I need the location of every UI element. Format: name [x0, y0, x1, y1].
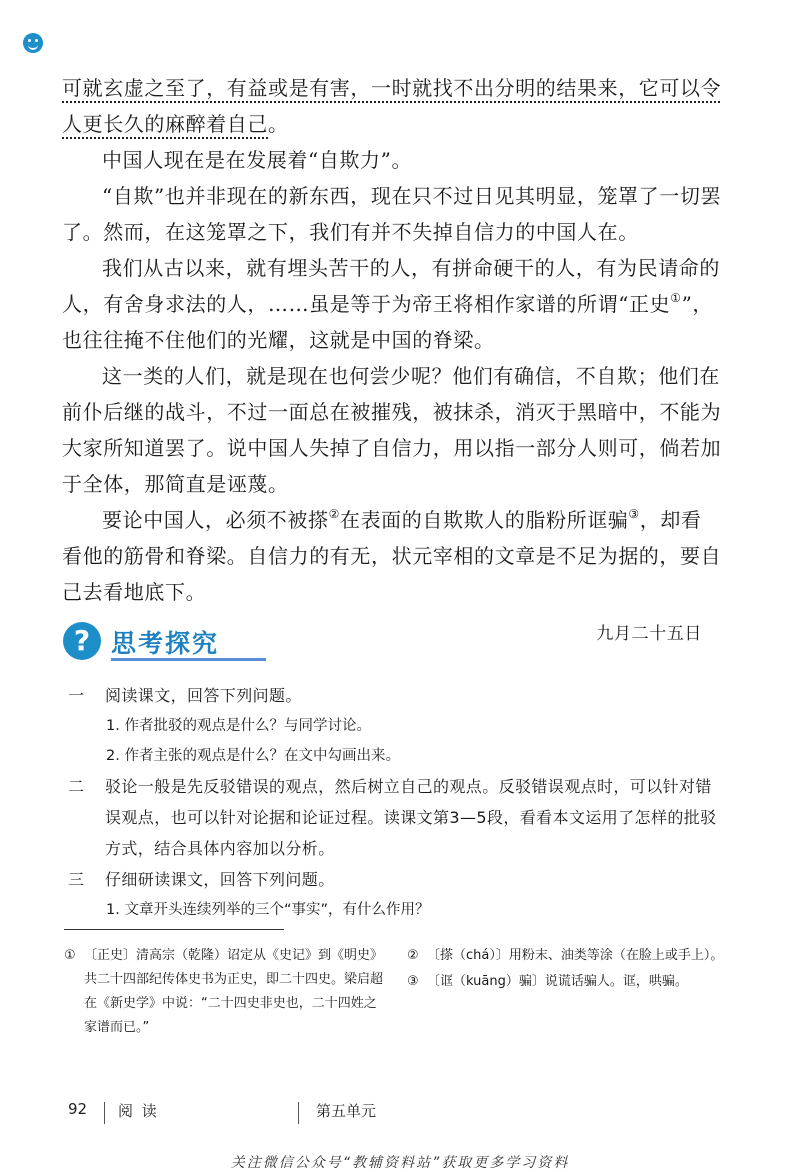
footer-divider	[298, 1102, 299, 1124]
sub-question: 1. 文章开头连续列举的三个“事实”，有什么作用？	[106, 902, 430, 918]
footnote-item	[407, 970, 729, 994]
footnote-ref[interactable]: ③	[628, 507, 640, 521]
footnote-text: 〔搽（chá）〕用粉末、油类等涂（在脸上或手上）。	[427, 948, 724, 963]
footnote-ref[interactable]: ①	[670, 291, 682, 305]
footnote-mark: ①	[64, 948, 76, 963]
smiley-mouth	[28, 43, 38, 50]
punctuation: 。	[268, 112, 289, 136]
question-text: 驳论一般是先反驳错误的观点，然后树立自己的观点。反驳错误观点时，可以针对错误观点，也可以针对论据和论证过程。读课文第3—5段，看看本文运用了怎样的批驳方式，结合具体内容加以分析。	[105, 777, 717, 858]
paragraph: 中国人现在是在发展着“自欺力”。	[102, 148, 413, 172]
footnote-column	[64, 944, 387, 1042]
footnote-item	[64, 944, 387, 1040]
paragraph-text: 在表面的自欺欺人的脂粉所诓骗	[339, 508, 629, 532]
paragraph-text: ”，也往往掩不住他们的光耀，这就是中国的脊梁。	[62, 292, 714, 352]
question-list	[68, 680, 728, 925]
paragraph	[62, 250, 722, 358]
sub-question: 1. 作者批驳的观点是什么？与同学讨论。	[106, 718, 371, 734]
footnote-mark: ③	[407, 974, 419, 989]
article-body	[62, 70, 722, 652]
footnote-text: 〔正史〕清高宗（乾隆）诏定从《史记》到《明史》共二十四部纪传体史书为正史，即二十四史。梁启超在《新史学》中说：“二十四史非史也，二十四姓之家谱而已。”	[84, 948, 384, 1035]
sub-question: 2. 作者主张的观点是什么？在文中勾画出来。	[106, 748, 400, 764]
section-title: 思考探究	[111, 629, 220, 658]
footer-divider	[104, 1102, 105, 1124]
question-number: 一	[68, 686, 85, 705]
footnote-item	[407, 944, 729, 968]
page-number: 92	[68, 1100, 88, 1118]
question-number: 二	[68, 777, 85, 796]
paragraph: 这一类的人们，就是现在也何尝少呢？他们有确信，不自欺；他们在前仆后继的战斗，不过一面总在被摧残，被抹杀，消灭于黑暗中，不能为大家所知道罢了。说中国人失掉了自信力，用以指一部分人则可，倘若加于全体，那简直是诬蔑。	[62, 364, 722, 496]
emphasized-text: 可就玄虚之至了，有益或是有害，一时就找不出分明的结果来，它可以令人更长久的麻醉着自己	[62, 76, 722, 136]
paragraph-text: ，却看看他的筋骨和脊梁。自信力的有无，状元宰相的文章是不足为据的，要自己去看地底下。	[62, 508, 722, 604]
question-item	[68, 680, 728, 711]
question-mark-icon: ?	[63, 622, 101, 660]
footnote-text: 〔诓（kuāng）骗〕说谎话骗人。诓，哄骗。	[427, 974, 688, 989]
paragraph: “自欺”也并非现在的新东西，现在只不过日见其明显，笼罩了一切罢了。然而，在这笼罩之下，我们有并不失掉自信力的中国人在。	[62, 184, 722, 244]
question-text: 阅读课文，回答下列问题。	[105, 686, 302, 705]
section-underline	[111, 658, 266, 661]
footnote-column	[407, 944, 729, 996]
footnote-ref[interactable]: ②	[328, 507, 340, 521]
paragraph-text: 我们从古以来，就有埋头苦干的人，有拼命硬干的人，有为民请命的人，有舍身求法的人，……虽是等于为帝王将相作家谱的所谓“正史	[62, 256, 720, 316]
smiley-eye	[35, 39, 38, 42]
article-date: 九月二十五日	[596, 624, 702, 644]
footer-section: 阅 读	[118, 1102, 159, 1120]
paragraph	[62, 70, 722, 142]
footer-unit: 第五单元	[316, 1102, 377, 1120]
paragraph	[62, 502, 722, 610]
footnote-divider	[64, 929, 284, 930]
question-text: 仔细研读课文，回答下列问题。	[105, 870, 335, 889]
paragraph-text: 要论中国人，必须不被搽	[102, 508, 329, 532]
watermark-text: 关注微信公众号“教辅资料站”获取更多学习资料	[230, 1155, 570, 1171]
question-item	[68, 771, 728, 864]
question-number: 三	[68, 870, 85, 889]
footnote-mark: ②	[407, 948, 419, 963]
question-item	[68, 864, 728, 895]
smiley-eye	[28, 39, 31, 42]
smiley-icon	[23, 33, 43, 53]
